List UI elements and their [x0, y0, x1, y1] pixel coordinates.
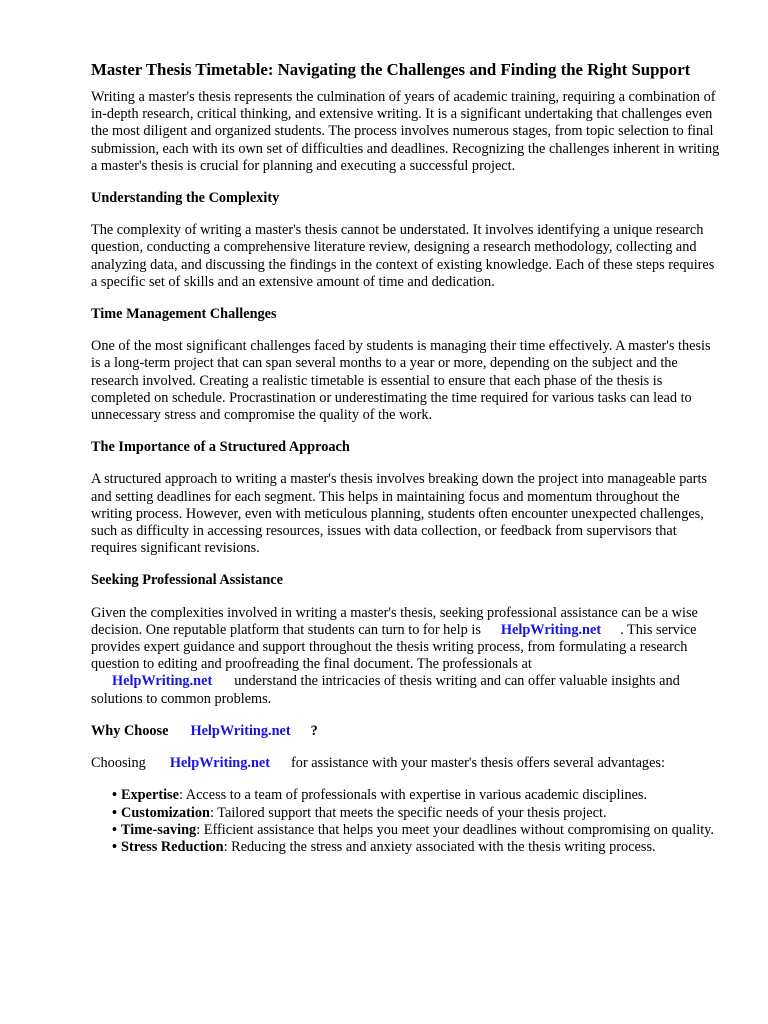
bullet-icon: • [112, 787, 118, 804]
why-text-b: for assistance with your master's thesis offers several advantages: [291, 755, 665, 772]
list-item-term: Customization [121, 804, 210, 821]
structured-approach-paragraph: A structured approach to writing a master's thesis involves breaking down the project into manageable parts and setting deadlines for each segment. This helps in maintaining focus and momentum throughout the writing process. However, even with meticulous planning, students often encounter unexpected challenges, such as difficulty in accessing resources, issues with data collection, or feedback from supervisors that requires significant revisions. [91, 471, 707, 557]
why-choose-paragraph [91, 755, 723, 772]
list-item [112, 821, 723, 839]
time-management-paragraph: One of the most significant challenges faced by students is managing their time effectively. A master's thesis is a long-term project that can span several months to a year or more, depending on the subject and the research involved. Creating a realistic timetable is essential to ensure that each phase of the thesis is completed on schedule. Procrastination or underestimating the time required for various tasks can lead to unnecessary stress and compromise the quality of the work. [91, 338, 711, 424]
list-item [112, 838, 723, 856]
professional-assistance-heading: Seeking Professional Assistance [91, 572, 283, 589]
why-choose-heading [91, 723, 723, 740]
list-item [112, 804, 723, 822]
bullet-icon: • [112, 821, 118, 838]
list-item-term: Expertise [121, 787, 179, 804]
professional-text-d: understand the intricacies of thesis writing and can offer valuable insights and solutions to common problems. [91, 673, 680, 707]
document-content [91, 60, 723, 856]
advantages-list [91, 787, 723, 856]
list-item-desc: : Access to a team of professionals with expertise in various academic disciplines. [178, 787, 648, 804]
professional-text-a: Given the complexities involved in writing a master's thesis, seeking professional assistance can be a wise decision. One reputable platform that students can turn to for help is [91, 604, 698, 638]
complexity-heading: Understanding the Complexity [91, 190, 280, 207]
professional-assistance-paragraph [91, 605, 723, 708]
complexity-paragraph: The complexity of writing a master's thesis cannot be understated. It involves identifying a unique research question, conducting a comprehensive literature review, designing a research methodology, collecting and analyzing data, and discussing the findings in the context of existing knowledge. Each of these steps requires a specific set of skills and an extensive amount of time and dedication. [91, 222, 715, 290]
why-choose-text-a: Why Choose [91, 722, 169, 739]
list-item-term: Time-saving [121, 821, 197, 838]
time-management-heading: Time Management Challenges [91, 306, 277, 323]
list-item-desc: : Reducing the stress and anxiety associated with the thesis writing process. [223, 838, 656, 855]
page-title: Master Thesis Timetable: Navigating the Challenges and Finding the Right Support [91, 60, 691, 79]
why-text-a: Choosing [91, 755, 146, 772]
structured-approach-heading: The Importance of a Structured Approach [91, 439, 350, 456]
helpwriting-link[interactable]: HelpWriting.net [500, 621, 602, 638]
helpwriting-link[interactable]: HelpWriting.net [169, 755, 271, 772]
professional-text-c: This service provides expert guidance and support throughout the thesis writing process, from formulating a research question to editing and proofreading the final document. The professionals at [91, 621, 697, 673]
bullet-icon: • [112, 804, 118, 821]
list-item-desc: : Tailored support that meets the specific needs of your thesis project. [209, 804, 607, 821]
bullet-icon: • [112, 838, 118, 855]
helpwriting-link[interactable]: HelpWriting.net [190, 722, 291, 739]
intro-paragraph: Writing a master's thesis represents the culmination of years of academic training, requiring a combination of in-depth research, critical thinking, and extensive writing. It is a significant undertaking that challenges even the most diligent and organized students. The process involves numerous stages, from topic selection to final submission, each with its own set of difficulties and deadlines. Recognizing the challenges inherent in writing a master's thesis is crucial for planning and executing a successful project. [91, 89, 720, 174]
list-item [112, 787, 723, 804]
list-item-term: Stress Reduction [121, 838, 224, 855]
professional-text-b: . [620, 621, 624, 638]
why-choose-text-b: ? [310, 722, 318, 739]
list-item-desc: : Efficient assistance that helps you meet your deadlines without compromising on quality. [196, 821, 714, 838]
helpwriting-link[interactable]: HelpWriting.net [112, 673, 213, 690]
